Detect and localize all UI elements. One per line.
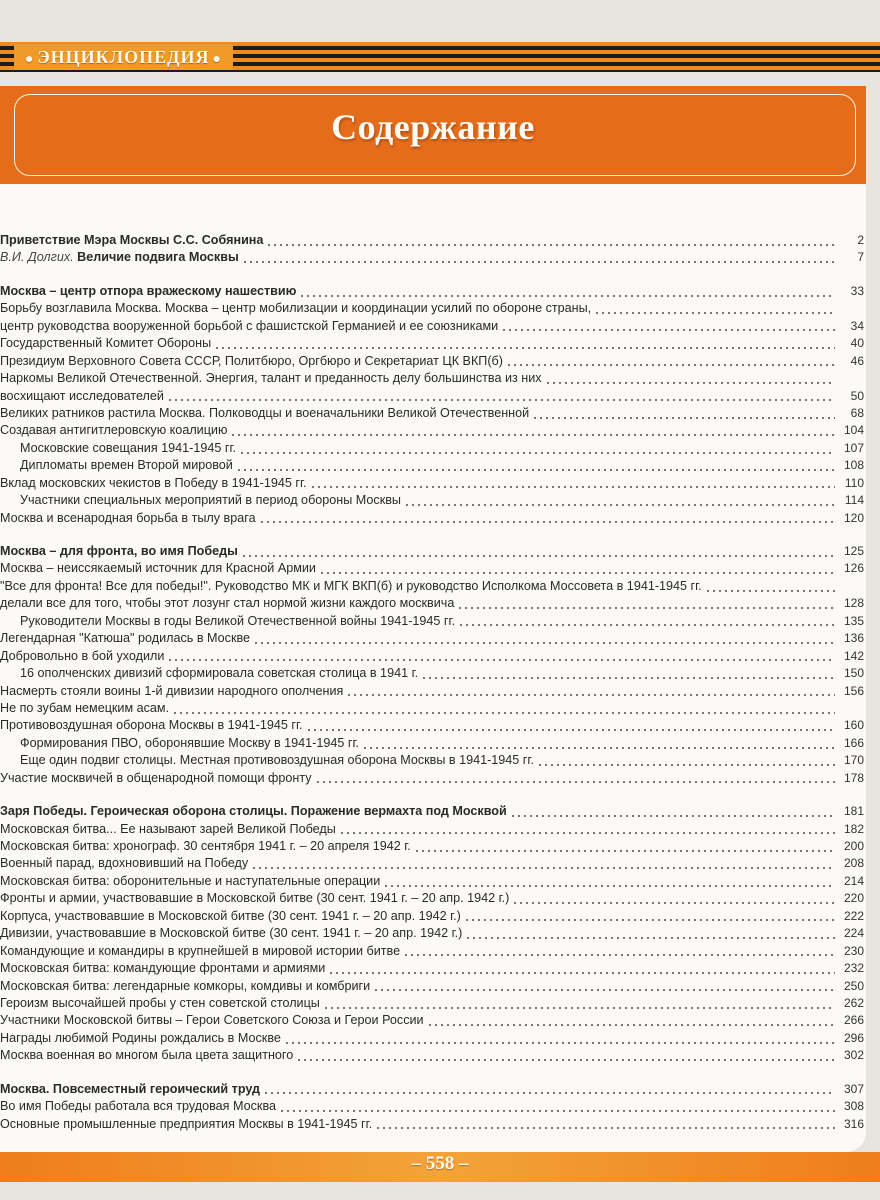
- toc-entry-title: [0, 978, 370, 995]
- dot-leader: [306, 728, 835, 732]
- toc-entry-title: [0, 665, 418, 682]
- page-number: – 558 –: [411, 1153, 469, 1174]
- toc-entry-text: центр руководства вооруженной борьбой с фашистской Германией и ее союзниками: [0, 318, 499, 333]
- toc-entry[interactable]: [0, 873, 866, 890]
- dot-leader: [296, 1058, 835, 1062]
- toc-entry-title: [0, 700, 169, 717]
- toc-entry-text: Основные промышленные предприятия Москвы в 1941-1945 гг.: [0, 1116, 373, 1131]
- toc-section: [0, 543, 866, 787]
- toc-entry-title: [0, 648, 164, 665]
- toc-page-number: 220: [843, 891, 864, 906]
- toc-entry-text: "Все для фронта! Все для победы!". Руководство МК и МГК ВКП(б) и руководство Исполкома Моссовета в 1941-1945 гг.: [0, 578, 702, 593]
- toc-entry-title: [0, 249, 239, 266]
- toc-page-number: 214: [843, 873, 864, 888]
- dot-leader: [266, 243, 835, 247]
- toc-page-number: 224: [843, 926, 864, 941]
- toc-entry[interactable]: [0, 440, 866, 457]
- toc-entry-title: [0, 510, 256, 527]
- toc-entry-title: [0, 492, 401, 509]
- dot-leader: [421, 676, 835, 680]
- toc-entry[interactable]: [0, 388, 866, 405]
- dot-leader: [323, 1006, 835, 1010]
- toc-entry-title: [0, 1081, 260, 1098]
- toc-page-number: 208: [843, 856, 864, 871]
- toc-entry-title: [0, 943, 400, 960]
- toc-page-number: 46: [850, 353, 864, 368]
- toc-entry-title: [0, 613, 455, 630]
- toc-section-heading[interactable]: [0, 803, 866, 820]
- dot-leader: [501, 328, 835, 332]
- dot-leader: [512, 901, 835, 905]
- toc-entry-title: [0, 440, 236, 457]
- dot-leader: [465, 936, 835, 940]
- title-banner: [0, 86, 866, 184]
- series-label: [14, 44, 233, 70]
- toc-entry[interactable]: [0, 370, 866, 387]
- toc-entry-text: Создавая антигитлеровскую коалицию: [0, 423, 228, 438]
- toc-entry-title: [0, 838, 411, 855]
- toc-page-number: 108: [843, 458, 864, 473]
- toc-page-number: 181: [843, 804, 864, 819]
- toc-page-number: 7: [857, 250, 864, 265]
- toc-entry-text: Командующие и командиры в крупнейшей в мировой истории битве: [0, 943, 401, 958]
- dot-leader: [458, 623, 835, 627]
- toc-entry[interactable]: [0, 560, 866, 577]
- toc-entry[interactable]: [0, 1098, 866, 1115]
- dot-leader: [594, 311, 835, 315]
- toc-page-number: 150: [843, 666, 864, 681]
- dot-leader: [242, 260, 835, 264]
- toc-page-number: 142: [843, 648, 864, 663]
- dot-leader: [404, 503, 835, 507]
- dot-leader: [263, 1091, 835, 1095]
- toc-entry-title: [0, 1047, 293, 1064]
- toc-page-number: 222: [843, 908, 864, 923]
- toc-entry-title: [0, 595, 454, 612]
- toc-entry-text: Москва – неиссякаемый источник для Красной Армии: [0, 561, 316, 576]
- toc-entry-title: [0, 1030, 281, 1047]
- toc-page-number: 107: [843, 440, 864, 455]
- bullet-icon: ●: [25, 52, 35, 67]
- toc-entry-text: Легендарная "Катюша" родилась в Москве: [0, 631, 251, 646]
- toc-page-number: 316: [843, 1116, 864, 1131]
- dot-leader: [172, 711, 835, 715]
- toc-entry-text: Корпуса, участвовавшие в Московской битве (30 сент. 1941 г. – 20 апр. 1942 г.): [0, 908, 461, 923]
- toc-entry-text: Москва – для фронта, во имя Победы: [0, 544, 238, 558]
- toc-page-number: 104: [843, 423, 864, 438]
- toc-entry-title: [0, 1116, 372, 1133]
- dot-leader: [362, 746, 835, 750]
- dot-leader: [427, 1023, 835, 1027]
- dot-leader: [403, 953, 835, 957]
- toc-entry[interactable]: [0, 943, 866, 960]
- toc-entry-title: [0, 873, 380, 890]
- dot-leader: [236, 468, 835, 472]
- toc-entry-text: Героизм высочайшей пробы у стен советской столицы: [0, 995, 320, 1010]
- toc-entry-text: Фронты и армии, участвовавшие в Московской битве (30 сент. 1941 г. – 20 апр. 1942 г.): [0, 891, 510, 906]
- toc-entry[interactable]: [0, 855, 866, 872]
- toc-section-heading[interactable]: [0, 1081, 866, 1098]
- dot-leader: [457, 606, 835, 610]
- toc-entry[interactable]: [0, 995, 866, 1012]
- toc-page-number: 2: [857, 233, 864, 247]
- toc-entry-title: [0, 890, 509, 907]
- dot-leader: [373, 988, 835, 992]
- toc-entry-text: Участники специальных мероприятий в период обороны Москвы: [20, 493, 401, 508]
- toc-entry-text: 16 ополченских дивизий сформировала советская столица в 1941 г.: [20, 666, 419, 681]
- toc-entry-text: Приветствие Мэра Москвы С.С. Собянина: [0, 233, 264, 247]
- toc-entry-text: Дипломаты времен Второй мировой: [20, 458, 233, 473]
- toc-entry-text: Великих ратников растила Москва. Полководцы и военачальники Великой Отечественной: [0, 405, 530, 420]
- dot-leader: [383, 884, 835, 888]
- toc-section-heading[interactable]: [0, 283, 866, 300]
- toc-entry[interactable]: [0, 405, 866, 422]
- toc-page-number: 166: [843, 735, 864, 750]
- toc-page-number: 266: [843, 1013, 864, 1028]
- toc-entry-title: [0, 318, 498, 335]
- toc-entry-text: Москва. Повсеместный героический труд: [0, 1081, 261, 1096]
- toc-entry-title: [0, 803, 507, 820]
- toc-entry-text: Москва военная во многом была цвета защитного: [0, 1048, 294, 1063]
- toc-section-heading[interactable]: [0, 232, 866, 249]
- toc-entry[interactable]: [0, 300, 866, 317]
- toc-entry-text: Военный парад, вдохновивший на Победу: [0, 856, 249, 871]
- toc-entry-text: Московская битва: командующие фронтами и армиями: [0, 961, 326, 976]
- dot-leader: [414, 849, 835, 853]
- toc-page-number: 128: [843, 596, 864, 611]
- toc-entry[interactable]: [0, 770, 866, 787]
- toc-entry-text: Московские совещания 1941-1945 гг.: [20, 440, 237, 455]
- toc-page-number: 230: [843, 943, 864, 958]
- toc-entry[interactable]: [0, 838, 866, 855]
- toc-entry-text: Добровольно в бой уходили: [0, 648, 165, 663]
- dot-leader: [315, 780, 835, 784]
- toc-entry[interactable]: [0, 960, 866, 977]
- toc-page-number: 250: [843, 978, 864, 993]
- toc-entry[interactable]: [0, 510, 866, 527]
- toc-entry-text: Заря Победы. Героическая оборона столицы. Поражение вермахта под Москвой: [0, 804, 507, 819]
- toc-entry-title: [0, 683, 343, 700]
- toc-entry[interactable]: [0, 717, 866, 734]
- toc-entry-title: [0, 300, 591, 317]
- dot-leader: [510, 814, 835, 818]
- toc-entry[interactable]: [0, 1030, 866, 1047]
- toc-entry[interactable]: [0, 492, 866, 509]
- dot-leader: [545, 381, 835, 385]
- toc-page-number: 262: [843, 995, 864, 1010]
- toc-entry-title: [0, 717, 303, 734]
- toc-entry[interactable]: [0, 318, 866, 335]
- toc-page-number: 232: [843, 961, 864, 976]
- toc-entry[interactable]: [0, 422, 866, 439]
- toc-entry-text: Противовоздушная оборона Москвы в 1941-1945 гг.: [0, 718, 303, 733]
- toc-entry-title: [0, 908, 461, 925]
- dot-leader: [259, 520, 835, 524]
- toc-entry-title: [0, 232, 263, 249]
- series-title: ЭНЦИКЛОПЕДИЯ: [37, 47, 210, 67]
- dot-leader: [464, 918, 835, 922]
- dot-leader: [299, 294, 835, 298]
- toc-entry[interactable]: [0, 457, 866, 474]
- toc-page-number: 178: [843, 770, 864, 785]
- toc-entry-text: Москва – центр отпора вражескому нашествию: [0, 283, 297, 298]
- toc-page-number: 120: [843, 510, 864, 525]
- toc-entry-text: Борьбу возглавила Москва. Москва – центр мобилизации и координации усилий по обороне страны,: [0, 301, 592, 316]
- toc-entry[interactable]: [0, 908, 866, 925]
- toc-entry-title: [0, 770, 312, 787]
- toc-page-number: 200: [843, 839, 864, 853]
- toc-entry-title: [0, 475, 307, 492]
- toc-entry[interactable]: [0, 1047, 866, 1064]
- toc-entry[interactable]: [0, 630, 866, 647]
- dot-leader: [310, 485, 835, 489]
- toc-page-number: 308: [843, 1099, 864, 1114]
- toc-page-number: 34: [850, 318, 864, 333]
- toc-entry-text: Формирования ПВО, оборонявшие Москву в 1941-1945 гг.: [20, 735, 360, 750]
- toc-section-heading[interactable]: [0, 249, 866, 266]
- dot-leader: [339, 831, 835, 835]
- toc-entry[interactable]: [0, 735, 866, 752]
- toc-entry-title: [0, 821, 336, 838]
- dot-leader: [279, 1109, 835, 1113]
- toc-page-number: 135: [843, 613, 864, 628]
- toc-page-number: 114: [844, 493, 864, 508]
- toc-entry[interactable]: [0, 890, 866, 907]
- toc-entry[interactable]: [0, 752, 866, 769]
- toc-section: [0, 232, 866, 267]
- dot-leader: [253, 641, 835, 645]
- toc-entry[interactable]: [0, 353, 866, 370]
- toc-entry[interactable]: [0, 665, 866, 682]
- toc-entry[interactable]: [0, 683, 866, 700]
- toc-entry-title: [0, 578, 702, 595]
- toc-entry-title: [0, 353, 503, 370]
- toc-page-number: 156: [843, 683, 864, 698]
- dot-leader: [241, 554, 835, 558]
- dot-leader: [230, 433, 835, 437]
- toc-entry-title: [0, 752, 534, 769]
- dot-leader: [167, 658, 835, 662]
- toc-entry[interactable]: [0, 335, 866, 352]
- toc-entry-text: Награды любимой Родины рождались в Москве: [0, 1030, 281, 1045]
- dot-leader: [705, 589, 835, 593]
- dot-leader: [328, 971, 835, 975]
- toc-entry-text: Еще один подвиг столицы. Местная противовоздушная оборона Москвы в 1941-1945 гг.: [20, 753, 534, 768]
- toc-entry-title: [0, 960, 325, 977]
- dot-leader: [284, 1041, 835, 1045]
- dot-leader: [251, 866, 835, 870]
- toc-entry-text: Участие москвичей в общенародной помощи фронту: [0, 770, 312, 785]
- toc-entry-title: [0, 735, 359, 752]
- toc-entry-text: Московская битва... Ее называют зарей Великой Победы: [0, 821, 336, 836]
- toc-entry-title: [0, 370, 542, 387]
- toc-entry-text: восхищают исследователей: [0, 388, 164, 403]
- toc-entry[interactable]: [0, 1116, 866, 1133]
- toc-entry-author: В.И. Долгих.: [0, 250, 74, 265]
- toc-entry-text: Наркомы Великой Отечественной. Энергия, талант и преданность делу большинства из них: [0, 371, 542, 386]
- dot-leader: [319, 571, 835, 575]
- toc-entry[interactable]: [0, 821, 866, 838]
- toc-entry[interactable]: [0, 700, 866, 717]
- dot-leader: [239, 451, 835, 455]
- toc-entry-text: Насмерть стояли воины 1-й дивизии народного ополчения: [0, 683, 344, 698]
- toc-entry-title: [0, 283, 296, 300]
- toc-entry-title: [0, 335, 211, 352]
- toc-entry[interactable]: [0, 978, 866, 995]
- toc-page-number: 307: [843, 1081, 864, 1096]
- toc-page-number: 40: [850, 336, 864, 351]
- dot-leader: [506, 363, 835, 367]
- toc-entry-text: Участники Московской битвы – Герои Советского Союза и Герои России: [0, 1013, 424, 1028]
- toc-entry-text: Дивизии, участвовавшие в Московской битве (30 сент. 1941 г. – 20 апр. 1942 г.): [0, 926, 463, 941]
- toc-entry-title: [0, 560, 316, 577]
- toc-entry-title: [0, 543, 238, 560]
- toc-entry[interactable]: [0, 595, 866, 612]
- toc-page-number: 126: [843, 561, 864, 576]
- toc-entry-text: Москва и всенародная борьба в тылу врага: [0, 510, 256, 525]
- toc-page-number: 50: [850, 388, 864, 403]
- toc-entry-text: Во имя Победы работала вся трудовая Москва: [0, 1099, 276, 1114]
- toc-page-number: 136: [843, 631, 864, 646]
- toc-entry-text: Величие подвига Москвы: [77, 250, 239, 265]
- toc-entry-title: [0, 855, 248, 872]
- bullet-icon: ●: [212, 52, 223, 67]
- toc-entry[interactable]: [0, 475, 866, 492]
- toc-entry-title: [0, 405, 529, 422]
- table-of-contents: [0, 232, 866, 1149]
- toc-page-number: 125: [843, 544, 864, 558]
- toc-entry-title: [0, 1012, 424, 1029]
- toc-entry-text: Не по зубам немецким асам.: [0, 700, 170, 715]
- toc-entry-title: [0, 630, 250, 647]
- toc-page-number: 296: [843, 1030, 864, 1045]
- page-title: Содержание: [331, 107, 535, 147]
- dot-leader: [214, 346, 835, 350]
- toc-entry-text: Вклад московских чекистов в Победу в 1941-1945 гг.: [0, 475, 307, 490]
- toc-entry-text: Московская битва: хронограф. 30 сентября 1941 г. – 20 апреля 1942 г.: [0, 839, 411, 853]
- toc-page-number: 182: [843, 821, 864, 836]
- toc-entry[interactable]: [0, 1012, 866, 1029]
- toc-entry-text: Московская битва: легендарные комкоры, комдивы и комбриги: [0, 978, 371, 993]
- toc-page-number: 33: [850, 283, 864, 298]
- toc-entry-text: Государственный Комитет Обороны: [0, 336, 212, 351]
- dot-leader: [346, 693, 835, 697]
- toc-page-number: 302: [843, 1048, 864, 1063]
- toc-page-number: 110: [844, 475, 864, 490]
- toc-entry-title: [0, 457, 233, 474]
- dot-leader: [375, 1126, 835, 1130]
- toc-entry-text: Московская битва: оборонительные и наступательные операции: [0, 873, 381, 888]
- toc-entry-title: [0, 1098, 276, 1115]
- toc-entry-text: Президиум Верховного Совета СССР, Политбюро, Оргбюро и Секретариат ЦК ВКП(б): [0, 353, 503, 368]
- toc-entry[interactable]: [0, 613, 866, 630]
- toc-section-heading[interactable]: [0, 543, 866, 560]
- toc-entry-title: [0, 925, 462, 942]
- toc-page-number: 170: [843, 753, 864, 768]
- toc-page-number: 68: [850, 405, 864, 420]
- toc-entry-text: Руководители Москвы в годы Великой Отечественной войны 1941-1945 гг.: [20, 613, 456, 628]
- toc-entry-title: [0, 422, 227, 439]
- toc-entry[interactable]: [0, 578, 866, 595]
- toc-page-number: 160: [843, 718, 864, 733]
- toc-entry-title: [0, 995, 320, 1012]
- toc-section: [0, 803, 866, 1065]
- toc-section: [0, 283, 866, 527]
- toc-entry-text: делали все для того, чтобы этот лозунг стал нормой жизни каждого москвича: [0, 596, 455, 611]
- toc-entry[interactable]: [0, 648, 866, 665]
- dot-leader: [537, 763, 835, 767]
- toc-section: [0, 1081, 866, 1133]
- dot-leader: [167, 398, 835, 402]
- dot-leader: [532, 416, 835, 420]
- toc-entry-title: [0, 388, 164, 405]
- toc-entry[interactable]: [0, 925, 866, 942]
